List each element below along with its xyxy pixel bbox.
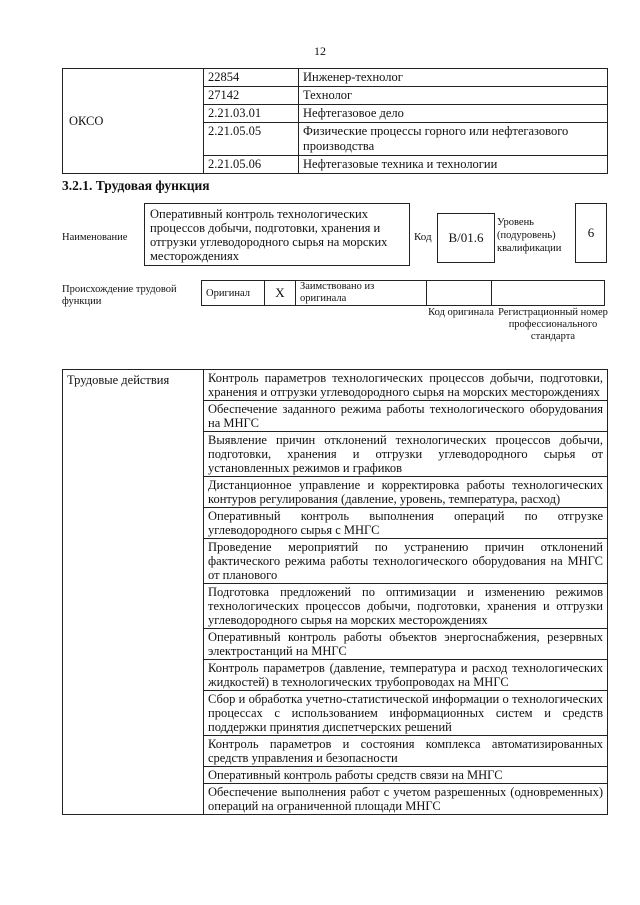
labor-action: Оперативный контроль работы объектов энергоснабжения, резервных электростанций на МНГС <box>204 629 608 660</box>
section-title: 3.2.1. Трудовая функция <box>62 178 210 193</box>
labor-action: Обеспечение заданного режима работы технологического оборудования на МНГС <box>204 401 608 432</box>
okso-code: 2.21.05.05 <box>204 123 299 156</box>
okso-name: Физические процессы горного или нефтегазового производства <box>299 123 608 156</box>
okso-name: Технолог <box>299 87 608 105</box>
okso-code: 2.21.05.06 <box>204 156 299 174</box>
code-label: Код <box>414 231 432 243</box>
labor-action: Обеспечение выполнения работ с учетом разрешенных (одновременных) операций на ограниченной площади МНГС <box>204 784 608 815</box>
okso-name: Инженер-технолог <box>299 69 608 87</box>
labor-action: Сбор и обработка учетно-статистической информации о технологических процессах с использованием информационных систем и средств поддержки принятия диспетчерских решений <box>204 691 608 736</box>
okso-row <box>63 69 608 87</box>
function-name: Оперативный контроль технологических процессов добычи, подготовки, хранения и отгрузки углеводородного сырья на морских месторождениях <box>144 203 410 266</box>
function-code: B/01.6 <box>437 213 495 263</box>
labor-action-row <box>63 370 608 401</box>
labor-actions-label: Трудовые действия <box>63 370 204 815</box>
labor-action: Выявление причин отклонений технологических процессов добычи, подготовки, хранения и отгрузки углеводородного сырья от установленных режимов и графиков <box>204 432 608 477</box>
labor-action: Контроль параметров технологических процессов добычи, подготовки, хранения и отгрузки углеводородного сырья на морских месторождениях <box>204 370 608 401</box>
original-mark: X <box>265 281 296 306</box>
labor-action: Контроль параметров (давление, температура и расход технологических жидкостей) в технологических трубопроводах на МНГС <box>204 660 608 691</box>
borrowed-label: Заимствовано из оригинала <box>296 281 427 306</box>
okso-name: Нефтегазовое дело <box>299 105 608 123</box>
okso-table <box>62 68 608 174</box>
okso-code: 2.21.03.01 <box>204 105 299 123</box>
code-original-cell <box>427 281 492 306</box>
labor-action: Проведение мероприятий по устранению причин отклонений фактического режима работы технологического оборудования на МНГС от планового <box>204 539 608 584</box>
qualification-level: 6 <box>575 203 607 263</box>
origin-table <box>201 280 605 306</box>
labor-action: Оперативный контроль работы средств связи на МНГС <box>204 767 608 784</box>
okso-code: 27142 <box>204 87 299 105</box>
labor-action: Подготовка предложений по оптимизации и изменению режимов технологических процессов добычи, подготовки, хранения и отгрузки углеводородного сырья на морских месторождениях <box>204 584 608 629</box>
okso-label: ОКСО <box>63 69 204 174</box>
qualification-level-label: Уровень (подуровень) квалификации <box>497 217 562 254</box>
name-label: Наименование <box>62 232 128 243</box>
labor-action: Дистанционное управление и корректировка работы технологических контуров регулирования (давление, уровень, температура, расход) <box>204 477 608 508</box>
code-original-label: Код оригинала <box>428 307 494 318</box>
okso-name: Нефтегазовые техника и технологии <box>299 156 608 174</box>
origin-label: Происхождение трудовой функции <box>62 284 177 307</box>
labor-action: Оперативный контроль выполнения операций по отгрузке углеводородного сырья с МНГС <box>204 508 608 539</box>
original-label: Оригинал <box>202 281 265 306</box>
reg-number-label: Регистрационный номер профессионального стандарта <box>498 307 608 342</box>
page-number: 12 <box>314 44 326 58</box>
reg-number-cell <box>492 281 605 306</box>
okso-code: 22854 <box>204 69 299 87</box>
labor-action: Контроль параметров и состояния комплекса автоматизированных средств управления и безопасности <box>204 736 608 767</box>
labor-actions-table <box>62 369 608 815</box>
